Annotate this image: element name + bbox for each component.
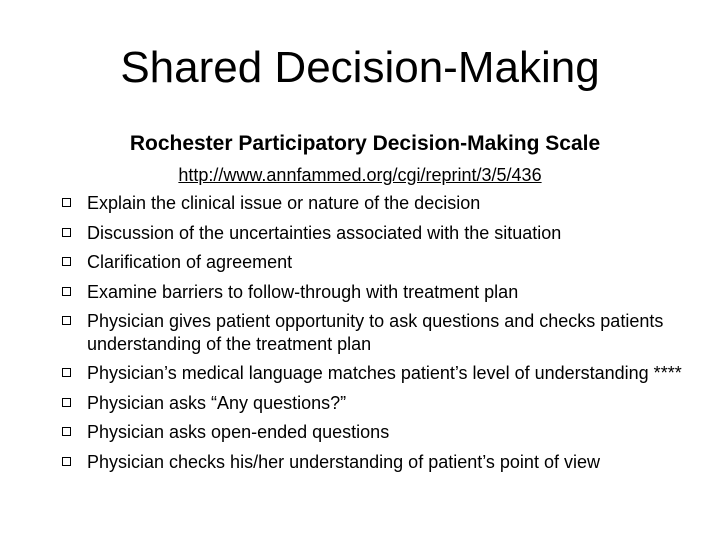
- bullet-text: Clarification of agreement: [87, 252, 293, 272]
- slide-subtitle: Rochester Participatory Decision-Making Scale: [129, 132, 601, 155]
- checkbox-bullet-icon: [62, 228, 71, 237]
- reference-link[interactable]: http://www.annfammed.org/cgi/reprint/3/5/436: [178, 165, 542, 185]
- bullet-item: [62, 192, 702, 215]
- slide-title: Shared Decision-Making: [120, 43, 600, 92]
- checkbox-bullet-icon: [62, 427, 71, 436]
- checkbox-bullet-icon: [62, 316, 71, 325]
- bullet-text: Physician gives patient opportunity to ask questions and checks patients understanding of the treatment plan: [87, 311, 664, 354]
- checkbox-bullet-icon: [62, 257, 71, 266]
- bullet-text: Discussion of the uncertainties associated with the situation: [87, 222, 562, 243]
- bullet-text: Examine barriers to follow-through with treatment plan: [87, 281, 519, 302]
- bullet-text: Physician checks his/her understanding of patient’s point of view: [87, 451, 600, 472]
- bullet-list: [62, 192, 702, 480]
- checkbox-bullet-icon: [62, 398, 71, 407]
- bullet-item: [62, 251, 702, 274]
- bullet-text: Explain the clinical issue or nature of the decision: [87, 193, 481, 213]
- bullet-item: [62, 392, 702, 415]
- checkbox-bullet-icon: [62, 368, 71, 377]
- checkbox-bullet-icon: [62, 198, 71, 207]
- bullet-text: Physician asks open-ended questions: [87, 422, 390, 442]
- bullet-item: [62, 362, 702, 385]
- checkbox-bullet-icon: [62, 287, 71, 296]
- bullet-text: Physician asks “Any questions?”: [87, 392, 347, 413]
- checkbox-bullet-icon: [62, 457, 71, 466]
- bullet-item: [62, 310, 702, 355]
- bullet-item: [62, 421, 702, 444]
- bullet-item: [62, 451, 702, 474]
- bullet-item: [62, 222, 702, 245]
- bullet-text: Physician’s medical language matches patient’s level of understanding ****: [87, 363, 682, 383]
- bullet-item: [62, 281, 702, 304]
